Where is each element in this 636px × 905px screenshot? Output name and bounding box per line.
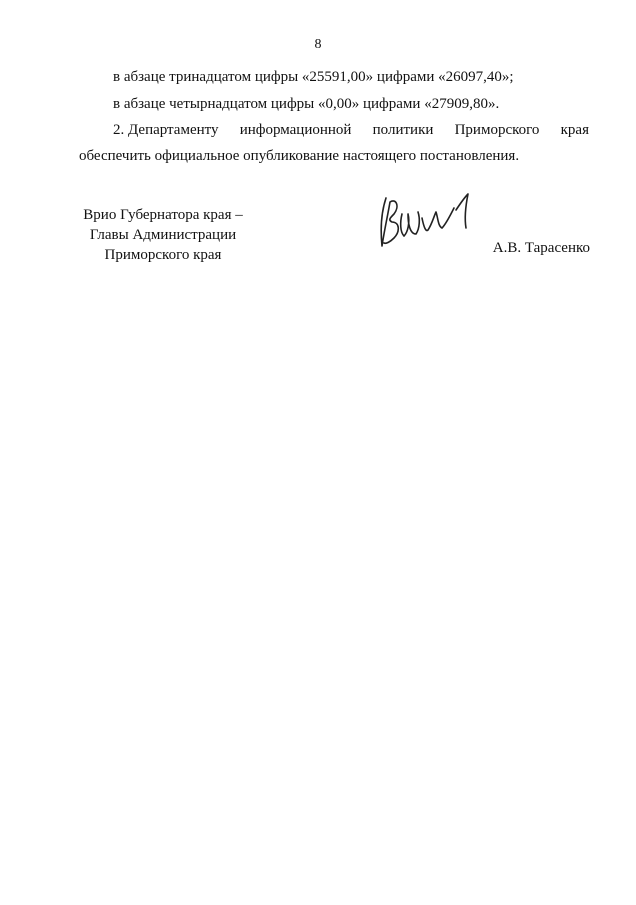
page-number: 8 [314, 37, 322, 52]
item-2-word: политики [372, 122, 434, 138]
signer-name: А.В. Тарасенко [492, 240, 590, 256]
signatory-title-line: Главы Администрации [89, 227, 237, 243]
handwritten-signature-icon [372, 188, 476, 256]
item-2-word: края [560, 122, 589, 138]
signatory-title-line: Врио Губернатора края – [83, 207, 243, 223]
signatory-title-line: Приморского края [104, 247, 222, 263]
item-2-first-line [79, 120, 589, 140]
item-2-word: информационной [239, 122, 352, 138]
paragraph-item-2 [79, 120, 589, 166]
item-2-last-line: обеспечить официальное опубликование настоящего постановления. [79, 148, 520, 164]
paragraph-amendment-13: в абзаце тринадцатом цифры «25591,00» цифрами «26097,40»; [113, 69, 514, 85]
signatory-title [78, 205, 248, 265]
paragraph-amendment-14: в абзаце четырнадцатом цифры «0,00» цифрами «27909,80». [113, 96, 500, 112]
item-2-word: 2. Департаменту [113, 122, 219, 138]
item-2-word: Приморского [454, 122, 540, 138]
